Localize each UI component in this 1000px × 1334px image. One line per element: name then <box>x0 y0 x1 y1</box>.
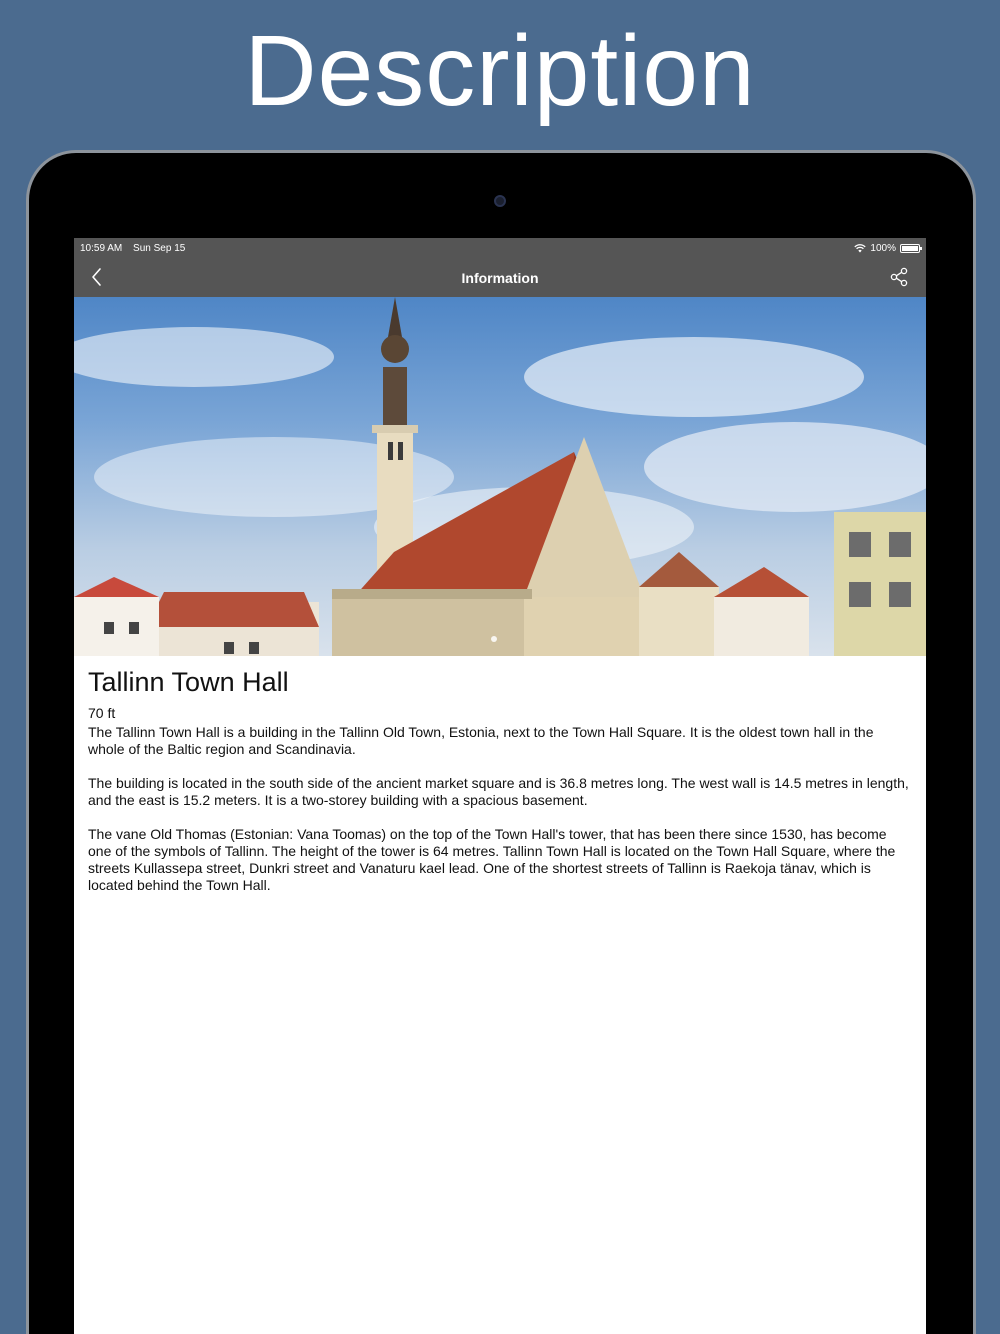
status-date: Sun Sep 15 <box>133 242 186 254</box>
page-indicator[interactable] <box>491 636 497 642</box>
description-paragraph: The Tallinn Town Hall is a building in the Tallinn Old Town, Estonia, next to the Town Hall Square. It is the oldest town hall in the whole of the Baltic region and Scandinavia. <box>88 724 874 757</box>
share-icon[interactable] <box>888 266 910 288</box>
navigation-bar <box>74 258 926 297</box>
place-details <box>74 656 926 894</box>
place-height: 70 ft <box>88 705 116 721</box>
description-paragraph: The vane Old Thomas (Estonian: Vana Toomas) on the top of the Town Hall's tower, that has been there since 1530, has become one of the symbols of Tallinn. The height of the tower is 64 metres. Tallinn Town Hall is located on the Town Hall Square, where the streets Kullassepa street, Dunkri street and Vanaturu kael lead. One of the shortest streets of Tallinn is Raekoja tänav, which is located behind the Town Hall. <box>88 826 896 893</box>
app-screen <box>74 238 926 1334</box>
status-time: 10:59 AM <box>80 242 123 254</box>
status-bar <box>74 238 926 258</box>
place-photo[interactable] <box>74 297 926 656</box>
battery-icon <box>900 244 920 253</box>
promo-headline: Description <box>244 15 756 127</box>
town-hall-illustration <box>74 297 926 656</box>
nav-title: Information <box>461 269 539 286</box>
camera-lens <box>494 195 506 207</box>
description-paragraph: The building is located in the south side of the ancient market square and is 36.8 metres long. The west wall is 14.5 metres in length, and the east is 15.2 meters. It is a two-storey building with a spacious basement. <box>88 775 909 808</box>
place-title: Tallinn Town Hall <box>88 667 289 697</box>
battery-percent: 100% <box>870 242 896 254</box>
wifi-icon <box>854 244 866 253</box>
chevron-left-icon[interactable] <box>88 267 108 287</box>
